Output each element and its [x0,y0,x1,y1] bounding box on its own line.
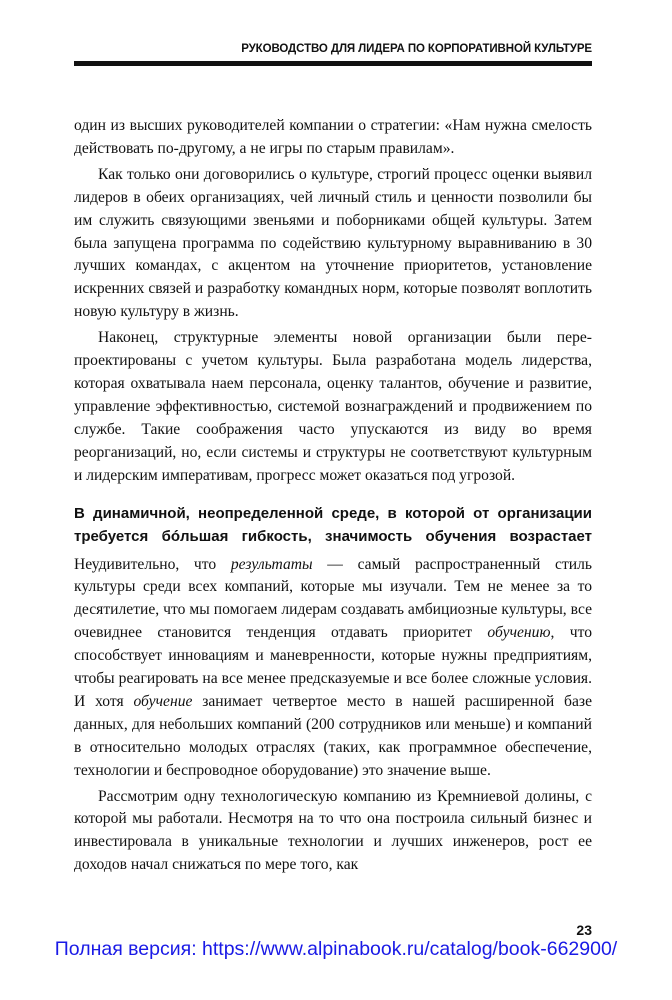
paragraph-2: Как только они договорились о культуре, строгий процесс оценки выявил лидеров в обеих организациях, чей личный стиль и ценности позволили бы им служить связующими звеньями и поборниками общей культуры. Затем была запущена программа по содействию культурному выравниванию в 30 лучших командах, с акцентом на уточнение приоритетов, установление искренних связей и разработку командных норм, которые позволят воплотить новую культуру в жизнь. [74,165,592,321]
paragraph-4-text-c: , что способствует инновациям и маневренности, которые нужны предприятиям, чтобы реагировать на все менее предсказуемые и все более сложные условия. И хотя [74,624,592,710]
paragraph-4 [74,554,592,783]
main-text [74,115,592,877]
paragraph-5: Рассмотрим одну технологическую компанию из Кремниевой долины, с которой мы работали. Несмотря на то что она построила сильный бизнес и инвестировала в уникальные технологии и лучших инженеров, рост ее доходов начал снижаться по мере того, как [74,787,592,874]
paragraph-4-text-a: Неудивительно, что [74,555,231,573]
full-version-link[interactable]: Полная версия: https://www.alpinabook.ru/catalog/book-662900/ [54,938,618,960]
subheading-line-1: В динамичной, неопределенной среде, в которой от организации [74,504,592,522]
subheading-line-2: требуется бóльшая гибкость, значимость обучения возрастает [74,528,592,545]
page-number: 23 [576,922,592,938]
section-subheading [74,502,592,549]
paragraph-4-text-b: — самый распространенный стиль культуры среди всех компаний, которые мы изучали. Тем не менее за то десятилетие, что мы помогаем лидерам создавать амбициозные культуры, все очевиднее становится тенденция отдавать приоритет [74,555,592,642]
emphasis-learning-1: обучению [487,624,551,642]
emphasis-learning-2: обучение [133,692,193,710]
running-header: РУКОВОДСТВО ДЛЯ ЛИДЕРА ПО КОРПОРАТИВНОЙ КУЛЬТУРЕ [241,43,592,55]
header-rule [74,61,592,66]
paragraph-3: Наконец, структурные элементы новой организации были перепроектированы с учетом культуры. Была разработана модель лидерства, которая охватывала наем персонала, оценку талантов, обучение и развитие, управление эффективностью, системой вознаграждений и продвижением по службе. Такие соображения часто упускаются из виду во время реорганизаций, но, если системы и структуры не соответствуют культурным и лидерским императивам, прогресс может оказаться под угрозой. [74,329,592,484]
emphasis-results: результаты [230,555,313,573]
paragraph-4-text-d: занимает четвертое место в нашей расширенной базе данных, для небольших компаний (200 сотрудников или меньше) и компаний в относительно молодых отраслях (таких, как программное обеспечение, технологии и беспроводное оборудование) это значение выше. [74,692,592,779]
paragraph-1: один из высших руководителей компании о стратегии: «Нам нужна смелость действовать по-другому, а не игры по старым правилам». [74,117,592,157]
